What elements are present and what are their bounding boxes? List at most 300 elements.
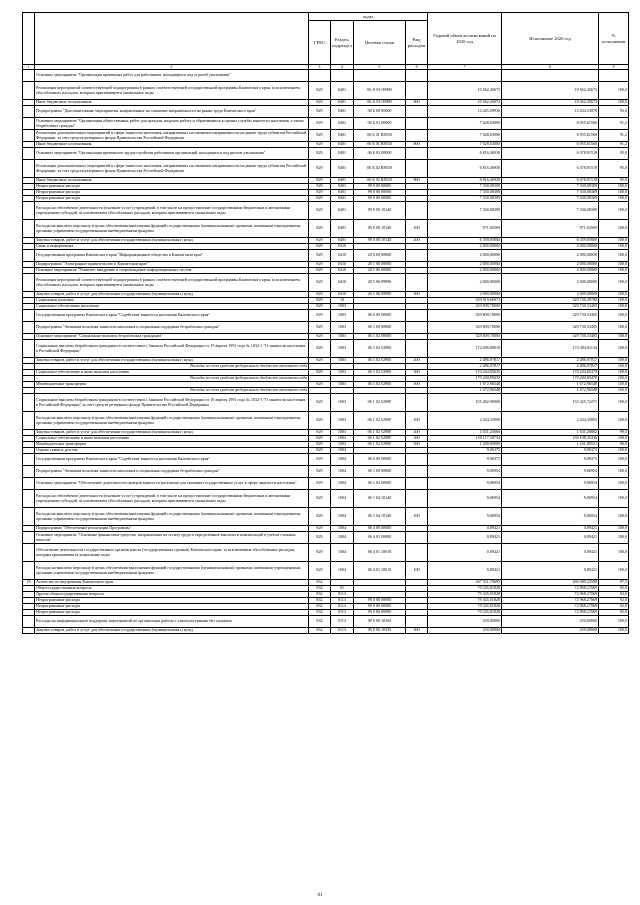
row-target: 06 Б 01 R8530 <box>354 130 406 142</box>
row-name: Социальное обеспечение населения <box>35 304 309 310</box>
row-execution: 7 330,08309 <box>502 190 599 196</box>
row-percent: 100,0 <box>599 244 629 250</box>
row-target: 99 0 00 00000 <box>354 604 406 610</box>
row-name: Подпрограмма "Активная политика занятости населения и социальная поддержка безработных граждан" <box>35 466 309 478</box>
row-grbs: 829 <box>309 466 331 478</box>
row-expense-type <box>406 82 428 100</box>
row-percent: 100,0 <box>599 184 629 190</box>
row-name: Закупка товаров, работ и услуг для обеспечения государственных (муниципальных) нужд <box>35 628 309 634</box>
row-percent: 100,0 <box>599 310 629 322</box>
row-name: Закупка товаров, работ и услуг для обеспечения государственных (муниципальных) нужд <box>35 238 309 244</box>
row-percent: 100,0 <box>599 466 629 478</box>
row-execution: 2 000,00000 <box>502 262 599 268</box>
row-annual: 2 000,00000 <box>428 262 502 268</box>
row-execution: 6 478,91518 <box>502 160 599 178</box>
row-number <box>23 70 35 82</box>
row-grbs: 829 <box>309 544 331 562</box>
row-grbs: 829 <box>309 358 331 364</box>
row-grbs: 829 <box>309 382 331 388</box>
row-grbs: 829 <box>309 142 331 148</box>
row-annual: 329 809,70000 <box>428 304 502 310</box>
row-section: 1004 <box>331 490 354 508</box>
row-target: 06 1 02 5290F <box>354 394 406 412</box>
row-execution: 150 108,35436 <box>502 436 599 442</box>
row-target: 20 1 00 00000 <box>354 262 406 268</box>
table-row <box>23 202 629 220</box>
row-section: 1004 <box>331 532 354 544</box>
row-percent: 91,2 <box>599 142 629 148</box>
row-execution: 0,89421 <box>502 562 599 580</box>
row-execution: 13 434,53078 <box>502 106 599 118</box>
row-number <box>23 478 35 490</box>
row-percent: 100,0 <box>599 364 629 370</box>
row-percent: 100,0 <box>599 274 629 292</box>
row-percent: 92,0 <box>599 586 629 592</box>
row-execution: 6 955,61560 <box>502 142 599 148</box>
row-grbs: 829 <box>309 304 331 310</box>
row-section: 1003 <box>331 394 354 412</box>
row-name: Социальное обеспечение и иные выплаты населению <box>35 370 309 376</box>
row-percent: 100,0 <box>599 382 629 388</box>
row-section: 0401 <box>331 220 354 238</box>
row-target: 99 0 00 10140 <box>354 220 406 238</box>
row-annual: 7 628,63000 <box>428 142 502 148</box>
row-name: Основное мероприятие "Организация временного трудоустройства работников организаций, находящихся под риском увольнения" <box>35 148 309 160</box>
row-expense-type: 100 <box>406 562 428 580</box>
row-name: Закупка товаров, работ и услуг для обеспечения государственных (муниципальных) нужд <box>35 430 309 436</box>
row-annual: 9,06954 <box>428 466 502 478</box>
row-annual: 14 445,09930 <box>428 106 502 118</box>
row-annual: 79 345,01828 <box>428 598 502 604</box>
row-expense-type: 500 <box>406 442 428 448</box>
row-annual: 2 486,97817 <box>428 364 502 370</box>
row-execution: 1 161,80551 <box>502 442 599 448</box>
row-percent: 100,0 <box>599 508 629 526</box>
table-row <box>23 250 629 262</box>
row-section: 1003 <box>331 412 354 430</box>
row-grbs: 829 <box>309 298 331 304</box>
row-percent: 92,0 <box>599 610 629 616</box>
row-name: Государственная программа Камчатского края "Содействие занятости населения Камчатского края" <box>35 454 309 466</box>
row-execution: 0,89421 <box>502 526 599 532</box>
row-section: 1004 <box>331 478 354 490</box>
row-name: Закупка товаров, работ и услуг для обеспечения государственных (муниципальных) нужд <box>35 358 309 364</box>
header-execution: Исполнение 2020 год <box>502 13 599 65</box>
row-section: 0410 <box>331 250 354 262</box>
row-number: 19 <box>23 580 35 586</box>
row-expense-type: 200 <box>406 358 428 364</box>
row-expense-type <box>406 490 428 508</box>
row-execution: 971,02569 <box>502 220 599 238</box>
row-target: 06 1 04 10140 <box>354 490 406 508</box>
table-row <box>23 130 629 142</box>
row-annual: 329 819,66973 <box>428 298 502 304</box>
row-target: 99 0 00 10140 <box>354 202 406 220</box>
row-name: Охрана семьи и детства <box>35 448 309 454</box>
row-expense-type <box>406 322 428 334</box>
row-execution: 329 730,53405 <box>502 304 599 310</box>
table-row <box>23 532 629 544</box>
row-grbs: 829 <box>309 532 331 544</box>
row-section: 1004 <box>331 526 354 532</box>
row-grbs: 829 <box>309 430 331 436</box>
row-target: 06 Б 02 00000 <box>354 148 406 160</box>
row-percent: 100,0 <box>599 454 629 466</box>
row-expense-type <box>406 544 428 562</box>
row-target: 20 1 06 09990 <box>354 274 406 292</box>
row-percent: 100,0 <box>599 268 629 274</box>
row-annual: 1 672,96548 <box>428 388 502 394</box>
row-name: Реализация дополнительных мероприятий в сфере занятости населения, направленных на снижение напряженности на рынке труда субъектов Российской Федерации, за счет средств резервного фонда Правительства Российской Федерации <box>35 160 309 178</box>
row-section: 1004 <box>331 448 354 454</box>
row-section: 1004 <box>331 508 354 526</box>
row-percent: 91,2 <box>599 118 629 130</box>
row-expense-type: 100 <box>406 508 428 526</box>
row-percent: 95,0 <box>599 160 629 178</box>
row-percent: 100,0 <box>599 202 629 220</box>
row-number <box>23 628 35 634</box>
row-execution: 329 740,49780 <box>502 298 599 304</box>
row-target: 06 Б 02 R8530 <box>354 160 406 178</box>
row-execution: 6 955,61560 <box>502 130 599 142</box>
row-name: Иные бюджетные ассигнования <box>35 142 309 148</box>
row-execution: 72 968,27069 <box>502 586 599 592</box>
row-name: Основное мероприятие "Организация общественных работ для граждан, ищущих работу и обратившихся в органы службы занятости населения, а также безработных граждан" <box>35 118 309 130</box>
row-execution: 170 244,85479 <box>502 370 599 376</box>
row-target: 06 1 02 5290F <box>354 412 406 430</box>
row-annual: 9,96375 <box>428 454 502 466</box>
row-section: 1004 <box>331 466 354 478</box>
row-grbs: 829 <box>309 334 331 340</box>
table-row <box>23 106 629 118</box>
row-section: 0401 <box>331 196 354 202</box>
row-name: Расходы на информационную поддержку мероприятий по организации работы с этнокультурными без указания <box>35 616 309 628</box>
row-percent: 100,0 <box>599 190 629 196</box>
row-execution: 174 404,81134 <box>502 340 599 358</box>
row-expense-type <box>406 310 428 322</box>
table-row <box>23 490 629 508</box>
row-execution: 2 434,35892 <box>502 412 599 430</box>
row-execution: 1 672,96548 <box>502 382 599 388</box>
row-grbs: 829 <box>309 508 331 526</box>
row-grbs: 829 <box>309 412 331 430</box>
row-percent: 100,0 <box>599 298 629 304</box>
row-section: 0410 <box>331 262 354 268</box>
row-annual: 9,96375 <box>428 448 502 454</box>
row-percent: 100,0 <box>599 478 629 490</box>
row-execution: 260 389,23598 <box>502 580 599 586</box>
header-target: Целевая статья <box>354 21 406 65</box>
row-execution: 6 478,91518 <box>502 178 599 184</box>
row-section: 1004 <box>331 562 354 580</box>
row-grbs: 829 <box>309 202 331 220</box>
header-percent: % исполнения <box>599 13 629 65</box>
table-row <box>23 394 629 412</box>
row-execution: 329 730,53405 <box>502 310 599 322</box>
row-target: 06 А 03 09990 <box>354 82 406 100</box>
row-target: 06 1 02 00000 <box>354 334 406 340</box>
row-number <box>23 490 35 508</box>
row-target: 20 1 06 09990 <box>354 292 406 298</box>
row-grbs: 832 <box>309 604 331 610</box>
row-annual: 250,00000 <box>428 628 502 634</box>
row-name: Непрограммные расходы <box>35 196 309 202</box>
row-percent: 92,0 <box>599 604 629 610</box>
row-name: Подпрограмма "Обеспечение реализации Программы" <box>35 526 309 532</box>
row-name: Другие общегосударственные вопросы <box>35 592 309 598</box>
row-annual: 170 244,85635 <box>428 370 502 376</box>
row-name: Расходы на выплаты персоналу в целях обеспечения выполнения функций государственными (муниципальными) органами, казенными учреждениями, органами управления государственными внебюджетными фондами <box>35 562 309 580</box>
row-name: Непрограммные расходы <box>35 604 309 610</box>
row-execution: 9,96375 <box>502 454 599 466</box>
row-execution: 6 359,05800 <box>502 238 599 244</box>
row-expense-type: 200 <box>406 628 428 634</box>
row-grbs: 829 <box>309 244 331 250</box>
row-annual: 329 809,70000 <box>428 322 502 334</box>
row-execution: 72 968,27069 <box>502 592 599 598</box>
table-row <box>23 478 629 490</box>
row-section: 1003 <box>331 340 354 358</box>
row-target: 06 Б 02 R8530 <box>354 178 406 184</box>
row-percent: 100,0 <box>599 448 629 454</box>
row-expense-type <box>406 532 428 544</box>
row-expense-type: 200 <box>406 430 428 436</box>
row-grbs: 829 <box>309 274 331 292</box>
row-expense-type: 500 <box>406 382 428 388</box>
page-number: 61 <box>317 893 323 898</box>
row-name: Непрограммные расходы <box>35 184 309 190</box>
row-section: 1003 <box>331 334 354 340</box>
table-row <box>23 562 629 580</box>
row-annual: 2 000,00000 <box>428 292 502 298</box>
table-row <box>23 70 629 82</box>
row-annual: 155 402,90000 <box>428 394 502 412</box>
row-target: 06 1 00 00000 <box>354 322 406 334</box>
row-number <box>23 160 35 178</box>
row-execution: 170 244,85479 <box>502 376 599 382</box>
row-section: 0410 <box>331 274 354 292</box>
row-section: 1004 <box>331 454 354 466</box>
row-annual: 2 434,35900 <box>428 412 502 430</box>
row-expense-type <box>406 340 428 358</box>
table-row <box>23 340 629 358</box>
row-grbs: 829 <box>309 130 331 142</box>
row-annual: 79 345,01828 <box>428 610 502 616</box>
header-section: Раздел, подраздел <box>331 21 354 65</box>
row-section: 0401 <box>331 190 354 196</box>
row-execution: 250,00000 <box>502 628 599 634</box>
row-percent: 96,8 <box>599 442 629 448</box>
row-execution: 6 955,61560 <box>502 118 599 130</box>
row-expense-type <box>406 70 428 82</box>
row-number <box>23 394 35 412</box>
row-execution: 329 730,53405 <box>502 322 599 334</box>
row-target <box>354 70 406 82</box>
row-grbs: 829 <box>309 262 331 268</box>
table-row <box>23 118 629 130</box>
row-grbs: 832 <box>309 616 331 628</box>
row-section: 0113 <box>331 616 354 628</box>
row-name: Государственная программа Камчатского края "Содействие занятости населения Камчатского края" <box>35 310 309 322</box>
table-row <box>23 310 629 322</box>
row-annual: 2 000,00000 <box>428 244 502 250</box>
row-number <box>23 148 35 160</box>
table-row <box>23 454 629 466</box>
row-section: 0401 <box>331 100 354 106</box>
row-grbs: 829 <box>309 454 331 466</box>
row-name: Социальная политика <box>35 298 309 304</box>
row-target: 06 0 00 00000 <box>354 310 406 322</box>
budget-execution-table <box>22 12 629 634</box>
row-target: 06 Б 01 R8530 <box>354 142 406 148</box>
row-execution: 250,00000 <box>502 616 599 628</box>
row-expense-type <box>406 106 428 118</box>
row-grbs: 829 <box>309 310 331 322</box>
row-name: Расходы на обеспечение деятельности (оказание услуг) учреждений, в том числе на предоставление государственным бюджетным и автономным учреждениям субсидий, за исключением обособленных расходов, которым присваиваются уникальные коды <box>35 202 309 220</box>
row-percent: 100,0 <box>599 532 629 544</box>
row-section: 1003 <box>331 322 354 334</box>
row-annual: 2 000,00000 <box>428 250 502 262</box>
row-percent: 95,0 <box>599 178 629 184</box>
row-percent: 100,0 <box>599 562 629 580</box>
row-percent: 100,0 <box>599 370 629 376</box>
table-row <box>23 508 629 526</box>
row-name: Межбюджетные трансферты <box>35 442 309 448</box>
row-execution: 6 478,91518 <box>502 148 599 160</box>
budget-table-page <box>22 12 628 634</box>
row-section <box>331 70 354 82</box>
row-number <box>23 130 35 142</box>
row-section: 1003 <box>331 430 354 436</box>
row-percent: 97,5 <box>599 580 629 586</box>
row-grbs: 829 <box>309 436 331 442</box>
row-grbs: 829 <box>309 448 331 454</box>
row-expense-type: 300 <box>406 370 428 376</box>
row-percent: 100,0 <box>599 322 629 334</box>
row-expense-type: 200 <box>406 238 428 244</box>
row-target: 06 1 02 52900 <box>354 340 406 358</box>
row-annual: 971,02569 <box>428 220 502 238</box>
header-annual: Годовой объем ассигнований на 2020 год <box>428 13 502 65</box>
row-number <box>23 82 35 100</box>
row-grbs: 832 <box>309 598 331 604</box>
row-execution: 9,06954 <box>502 478 599 490</box>
row-target: 06 4 01 10010 <box>354 562 406 580</box>
row-section: 0410 <box>331 268 354 274</box>
row-execution: 9,06954 <box>502 466 599 478</box>
row-execution: 9,06954 <box>502 508 599 526</box>
row-percent: 100,0 <box>599 376 629 382</box>
row-annual: 10 562,45673 <box>428 82 502 100</box>
row-percent: 92,0 <box>599 598 629 604</box>
row-section: 0113 <box>331 592 354 598</box>
row-execution: 10 562,45673 <box>502 100 599 106</box>
row-percent: 100,0 <box>599 262 629 268</box>
row-name: Государственная программа Камчатского края "Информационное общество в Камчатском крае" <box>35 250 309 262</box>
row-annual: 150 117,30734 <box>428 436 502 442</box>
row-section: 0401 <box>331 202 354 220</box>
row-name: Основное мероприятие "Основные финансовые средства, направленные на оплату труда и определённые выплаты и компенсаций в учетом сложных взносов" <box>35 532 309 544</box>
row-grbs: 829 <box>309 190 331 196</box>
row-grbs: 829 <box>309 268 331 274</box>
table-row <box>23 466 629 478</box>
row-number <box>23 310 35 322</box>
header-blank-name <box>35 13 309 65</box>
row-section: 0401 <box>331 238 354 244</box>
row-name: Реализация мероприятий соответствующей подпрограммы в рамках соответствующей государственной программы Камчатского края, за исключением обособленных расходов, которым присваиваются уникальные коды <box>35 274 309 292</box>
row-section: 0401 <box>331 106 354 118</box>
row-target: 99 0 00 10350 <box>354 616 406 628</box>
row-expense-type <box>406 148 428 160</box>
row-annual: 6 816,46930 <box>428 160 502 178</box>
row-execution: 72 968,27069 <box>502 598 599 604</box>
row-grbs: 832 <box>309 610 331 616</box>
row-expense-type <box>406 160 428 178</box>
table-row <box>23 322 629 334</box>
table-row <box>23 148 629 160</box>
row-grbs: 829 <box>309 238 331 244</box>
row-execution: 10 562,45673 <box>502 82 599 100</box>
row-percent: 100,0 <box>599 220 629 238</box>
row-percent: 100,0 <box>599 304 629 310</box>
row-number <box>23 454 35 466</box>
row-name: Иные бюджетные ассигнования <box>35 178 309 184</box>
row-grbs: 829 <box>309 322 331 334</box>
row-section: 0410 <box>331 244 354 250</box>
row-grbs: 829 <box>309 394 331 412</box>
row-number <box>23 562 35 580</box>
row-annual: 7 628,63000 <box>428 118 502 130</box>
row-section: 0401 <box>331 142 354 148</box>
row-percent: 91,2 <box>599 130 629 142</box>
row-name: Связь и информатика <box>35 244 309 250</box>
row-name: Подпрограмма "Дополнительные мероприятия, направленные на снижение напряженности на рынке труда Камчатского края" <box>35 106 309 118</box>
row-annual: 0,89421 <box>428 544 502 562</box>
row-target: 99 0 00 00000 <box>354 610 406 616</box>
row-execution: 7 330,08309 <box>502 184 599 190</box>
row-execution: 72 968,27069 <box>502 604 599 610</box>
row-target: 99 0 00 10140 <box>354 238 406 244</box>
row-grbs <box>309 70 331 82</box>
row-annual: 7 330,08309 <box>428 196 502 202</box>
row-target: 99 0 00 00000 <box>354 196 406 202</box>
row-target: 06 1 02 5290F <box>354 430 406 436</box>
row-annual: 10 562,45673 <box>428 100 502 106</box>
row-grbs: 832 <box>309 628 331 634</box>
row-target: 06 Б 00 00000 <box>354 106 406 118</box>
row-section: 0401 <box>331 184 354 190</box>
row-name: Подпрограмма "Активная политика занятости населения и социальная поддержка безработных граждан" <box>35 322 309 334</box>
row-percent: 100,0 <box>599 340 629 358</box>
row-section: 0401 <box>331 148 354 160</box>
row-grbs: 829 <box>309 148 331 160</box>
row-number <box>23 544 35 562</box>
row-target: 99 0 00 10350 <box>354 628 406 634</box>
row-name: Расходы за счет средств федерального бюджета отчетного года <box>35 376 309 382</box>
row-section: 0113 <box>331 604 354 610</box>
row-execution: 2 000,00000 <box>502 274 599 292</box>
row-number <box>23 220 35 238</box>
row-grbs: 829 <box>309 442 331 448</box>
header-expense-type: Вид расходов <box>406 21 428 65</box>
row-percent: 100,0 <box>599 100 629 106</box>
row-target: 06 Б 01 00000 <box>354 118 406 130</box>
row-section: 0401 <box>331 118 354 130</box>
row-target: 06 1 00 00000 <box>354 466 406 478</box>
row-section: 10 <box>331 298 354 304</box>
table-row <box>23 544 629 562</box>
row-percent <box>599 70 629 82</box>
